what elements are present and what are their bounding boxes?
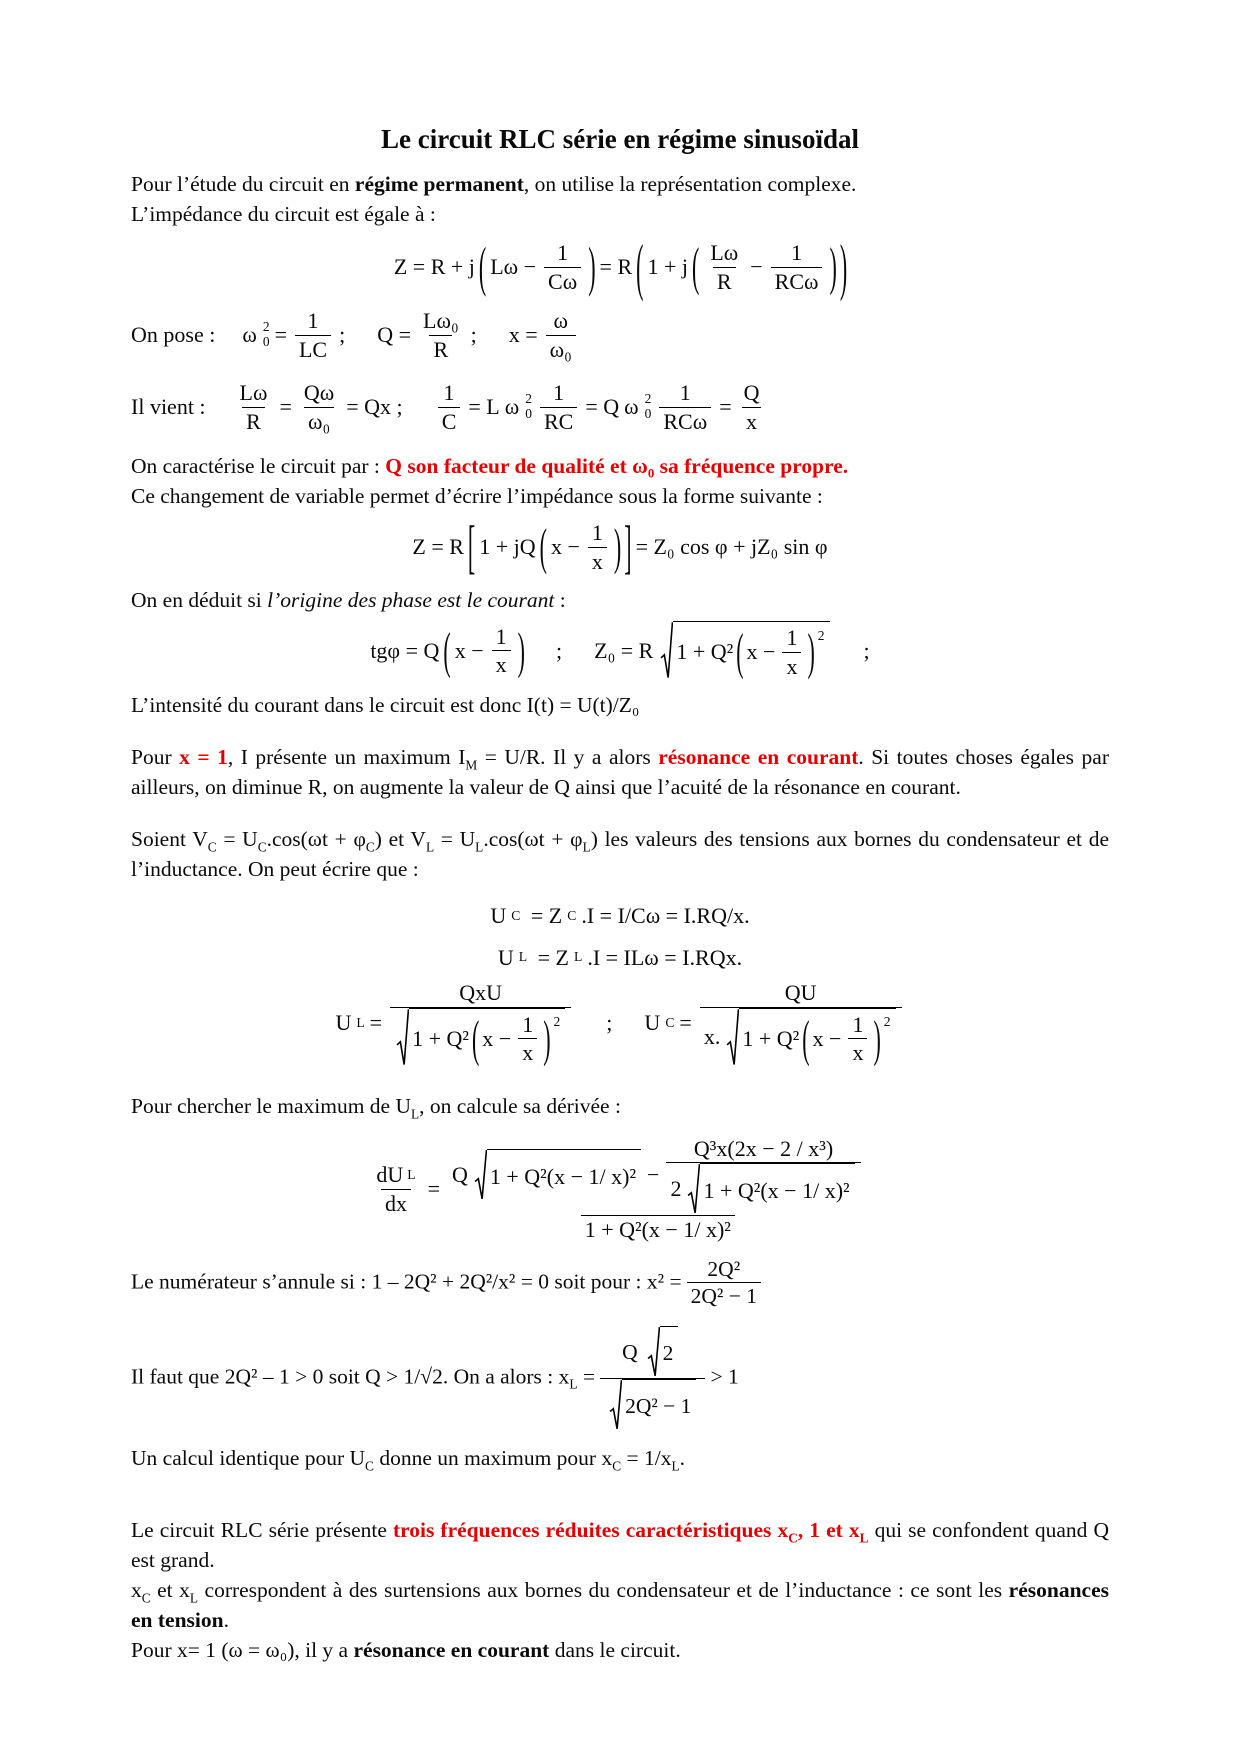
fraction [848, 1011, 867, 1067]
radicand [739, 1008, 895, 1067]
fraction [372, 1161, 419, 1217]
math-token: 1 + j [647, 254, 688, 280]
text-run: = U [434, 827, 476, 851]
equation-derivee [131, 1135, 1109, 1244]
text-run: = [577, 1364, 596, 1389]
paren-close: ) [517, 621, 525, 679]
paragraph-conclusion-2 [131, 1575, 1109, 1635]
fraction-denominator: RCω [659, 407, 711, 436]
math-token: = R [599, 254, 633, 280]
fraction-denominator: C [438, 407, 461, 436]
fraction-numerator [448, 1135, 868, 1216]
math-token: 2Q² − 1 [625, 1394, 692, 1419]
fraction-denominator: ω₀ [304, 407, 334, 436]
sqrt-sign-icon [726, 1008, 739, 1067]
paren-close: ) [613, 517, 622, 576]
fraction-numerator: 1 [591, 520, 603, 545]
text-run: , on utilise la représentation complexe. [523, 172, 857, 196]
text-run: Le circuit RLC série présente [131, 1518, 393, 1543]
subscript: M [465, 757, 478, 773]
paragraph-numerateur [131, 1256, 1109, 1311]
fraction-denominator: RCω [771, 267, 823, 296]
math-token: U [490, 903, 507, 928]
subscript: 0 [644, 406, 652, 421]
equation-label: On pose : [131, 322, 216, 348]
math-token: = Z₀ cos φ + jZ₀ sin φ [635, 534, 828, 560]
math-token: = [279, 394, 292, 420]
math-token: = [679, 1010, 692, 1035]
fraction-numerator: ω [553, 308, 568, 333]
math-token: dU [376, 1162, 404, 1187]
sqrt-sign-icon [660, 621, 673, 680]
fraction [492, 623, 511, 679]
fraction-numerator: Q [743, 380, 760, 405]
subscript: C [365, 1458, 374, 1474]
paragraph-resonance-courant [131, 742, 1109, 802]
fraction-numerator: 1 [679, 380, 691, 405]
paren-close: ) [873, 1009, 881, 1067]
subscript: 0 [262, 334, 270, 349]
paragraph-conclusion-3 [131, 1635, 1109, 1665]
radicand [660, 1326, 679, 1378]
superscript: 2 [525, 391, 532, 407]
equation-il-vient [131, 379, 1109, 435]
math-token: = Z [532, 944, 569, 970]
fraction-numerator: Qω [303, 380, 335, 405]
fraction-denominator: ω₀ [546, 335, 576, 364]
math-token: 2 [670, 1176, 682, 1202]
subscript: 0 [525, 406, 532, 421]
red-resonance-courant: résonance en courant [658, 745, 859, 769]
fraction-denominator: x [848, 1038, 867, 1067]
text-run: ) et V [374, 827, 426, 851]
math-token: .I = ILω = I.RQx. [587, 944, 743, 970]
text-run: Le numérateur s’annule si : 1 – 2Q² + 2Q²/x² = 0 soit pour : x² = [131, 1268, 682, 1293]
fraction [666, 1135, 860, 1216]
math-token: tgφ = Q [370, 637, 440, 663]
paragraph-caracterise [131, 451, 1109, 481]
math-token: x − [746, 639, 776, 665]
fraction-numerator: 1 [786, 625, 798, 650]
fraction-denominator: LC [295, 335, 331, 364]
text-run: Pour x= 1 (ω = ω₀), il y a [131, 1638, 354, 1663]
math-token: − [750, 254, 763, 280]
page-title: Le circuit RLC série en régime sinusoïdal [381, 124, 859, 154]
fraction-denominator: x [492, 650, 511, 679]
math-token: 1 + jQ [479, 534, 536, 560]
fraction [588, 519, 607, 575]
fraction-numerator [618, 1326, 687, 1378]
sup-sub-stack [525, 392, 532, 422]
paragraph-impedance-intro: L’impédance du circuit est égale à : [131, 202, 436, 226]
fraction-denominator: dx [381, 1189, 411, 1218]
subscript: C [207, 839, 217, 855]
paren-close: ) [839, 230, 848, 303]
subscript: C [365, 839, 375, 855]
subscript: L [671, 1458, 680, 1474]
text-run: x [131, 1578, 142, 1603]
math-token: 1 + Q² [412, 1025, 469, 1051]
math-token: Q = [377, 322, 412, 348]
fraction-denominator: 2Q² − 1 [687, 1282, 761, 1310]
subscript: L [425, 839, 435, 855]
subscript: L [411, 1105, 420, 1121]
fraction [236, 379, 272, 435]
fraction-denominator [600, 1378, 705, 1431]
fraction [295, 307, 331, 363]
fraction [544, 239, 581, 295]
bold-resonances-tension: résonances en tension [131, 1578, 1109, 1633]
radicand [673, 621, 829, 680]
math-token: ; [863, 637, 870, 663]
paragraph-calcul-identique [131, 1443, 1109, 1473]
square-root [687, 1163, 854, 1215]
text-run: dans le circuit. [549, 1638, 681, 1663]
text-run: Pour l’étude du circuit en [131, 172, 355, 196]
paragraph-soient [131, 824, 1109, 884]
red-trois-frequences: trois fréquences réduites caractéristiques x [392, 1518, 789, 1543]
math-token: x = [508, 322, 538, 348]
sqrt-sign-icon [396, 1008, 409, 1067]
paren-close: ) [829, 236, 837, 297]
equation-on-pose [131, 307, 1109, 363]
paragraph-derivee [131, 1091, 1109, 1121]
fraction [700, 979, 902, 1067]
math-token: ; [470, 322, 477, 348]
square-root [396, 1008, 565, 1067]
superscript: 2 [644, 391, 652, 407]
math-token: = [719, 394, 732, 420]
paren-open: ( [736, 622, 744, 681]
math-token: U [644, 1010, 661, 1035]
equation-impedance [131, 230, 1109, 303]
exponent: 2 [817, 627, 825, 643]
fraction [518, 1011, 537, 1067]
subscript: L [569, 1376, 578, 1392]
math-token: ω [504, 394, 520, 420]
text-run: donne un maximum pour x [373, 1446, 613, 1471]
sqrt-sign-icon [647, 1326, 660, 1378]
paren-open: ( [443, 621, 451, 679]
fraction-denominator [666, 1162, 860, 1215]
document-content [131, 0, 1109, 1665]
math-token: Q [451, 1162, 468, 1187]
sqrt-sign-icon [687, 1163, 700, 1215]
math-token: 1 + Q²(x − 1/ x)² [703, 1177, 850, 1203]
text-run: > 1 [710, 1364, 739, 1389]
math-token: − [647, 1162, 660, 1187]
fraction [740, 379, 764, 435]
text-run: = U [216, 827, 258, 851]
math-token: ; [606, 1010, 613, 1035]
fraction-denominator: x [782, 652, 801, 681]
fraction-numerator: Lω [239, 380, 268, 405]
fraction-numerator: 1 [852, 1011, 864, 1037]
fraction [782, 624, 801, 680]
text-run: Pour chercher le maximum de U [131, 1093, 412, 1118]
sup-sub-stack [645, 392, 652, 422]
red-highlight-quality-factor: Q son facteur de qualité et ω₀ sa fréquence propre. [385, 454, 849, 478]
fraction-numerator: dU L [376, 1162, 416, 1187]
fraction-denominator [390, 1007, 571, 1067]
equation-ul-line: U L = Z L .I = ILω = I.RQx. [497, 944, 743, 970]
bold-resonance-courant: résonance en courant [353, 1638, 550, 1663]
math-token: ω [624, 394, 639, 420]
fraction-numerator: 1 [557, 240, 569, 265]
math-token: 1 + Q² [742, 1025, 800, 1051]
fraction [687, 1256, 761, 1311]
math-token: Z₀ = R [594, 637, 654, 663]
fraction-numerator: QU [784, 980, 817, 1005]
math-token: Lω − [490, 254, 537, 280]
math-token: = [369, 1010, 383, 1035]
fraction-numerator: 2Q² [707, 1256, 741, 1281]
math-token: = Qx ; [346, 394, 403, 420]
subscript: L [475, 839, 484, 855]
fraction [600, 1326, 705, 1431]
math-token: ; [339, 322, 346, 348]
fraction [546, 307, 576, 363]
text-run: , on calcule sa dérivée : [419, 1093, 621, 1118]
fraction-numerator: QxU [459, 980, 503, 1005]
subscript: L [189, 1590, 199, 1606]
red-subscript: C [788, 1530, 798, 1546]
math-token: x − [550, 534, 580, 560]
fraction-numerator: Lω [710, 240, 739, 265]
paren-open: ( [471, 1009, 480, 1067]
text-run: qui se confondent quand Q est grand. [131, 1518, 1110, 1573]
subscript: C [257, 839, 267, 855]
fraction-denominator: Cω [544, 267, 581, 296]
fraction-denominator: x [588, 547, 607, 576]
math-token: 1 + Q² [676, 639, 734, 665]
paren-close: ) [543, 1009, 551, 1067]
fraction-numerator: 1 [495, 623, 507, 649]
math-token: = [427, 1176, 440, 1202]
square-root [609, 1379, 696, 1431]
math-token: U [335, 1010, 352, 1035]
paragraph-intensite: L’intensité du courant dans le circuit est donc I(t) = U(t)/Z₀ [131, 693, 640, 717]
math-token: = L [468, 394, 500, 420]
text-run: ) les valeurs des tensions aux bornes du condensateur et de l’inductance. On peut écrire que : [131, 827, 1109, 881]
fraction [659, 379, 711, 435]
fraction-numerator: 1 [791, 240, 803, 265]
equation-ul-uc-fractions: U L = QxU 1 + Q² ( x − $\frac{1}{x}$ ) 2 ; U C = QU x. 1 + Q² ( x − $\frac{1}{x}$ ) 2 [131, 979, 1109, 1067]
superscript: 2 [262, 319, 270, 335]
radicand [700, 1163, 854, 1215]
math-token: x − [812, 1025, 842, 1051]
math-token: Z = R + j [393, 254, 475, 280]
equation-tangente [131, 621, 1109, 680]
subscript: L [582, 839, 591, 855]
fraction [448, 1135, 868, 1244]
subscript: C [612, 1458, 622, 1474]
radicand [622, 1379, 696, 1431]
paragraph-intro [131, 169, 1109, 199]
text-run: . [223, 1608, 229, 1633]
equation-label: Il vient : [131, 394, 206, 420]
math-token: 1 + Q²(x − 1/ x)² [489, 1163, 637, 1189]
bracket-open: [ [467, 512, 476, 581]
square-root [647, 1326, 679, 1378]
math-token: Z = R [412, 534, 464, 560]
fraction-denominator: x [518, 1038, 537, 1067]
text-run: correspondent à des surtensions aux bornes du condensateur et de l’inductance : ce sont les [198, 1578, 1009, 1603]
fraction [300, 379, 338, 435]
fraction-denominator: x [742, 407, 761, 436]
paragraph-il-faut [131, 1326, 1109, 1431]
red-x-equals-1: x = 1 [179, 745, 228, 769]
bold-regime-permanent: régime permanent [354, 172, 524, 196]
fraction-numerator: 1 [307, 308, 319, 333]
sqrt-sign-icon [474, 1149, 487, 1201]
paren-open: ( [802, 1009, 810, 1067]
text-run: . [679, 1446, 685, 1471]
fraction [771, 239, 823, 295]
math-token: ; [556, 637, 563, 663]
square-root [726, 1008, 895, 1067]
text-run: Un calcul identique pour U [131, 1446, 366, 1471]
text-run: = U/R. Il y a alors [477, 745, 659, 769]
math-token: = Z [525, 903, 563, 928]
text-run: .cos(ωt + φ [483, 827, 583, 851]
math-token: x − [482, 1025, 512, 1051]
fraction-numerator: Q³x(2x − 2 / x³) [693, 1135, 834, 1161]
math-token: = Q [585, 394, 620, 420]
paren-open: ( [691, 236, 700, 297]
fraction-denominator: 1 + Q²(x − 1/ x)² [581, 1215, 735, 1244]
math-token: U [497, 944, 514, 970]
paragraph-conclusion-1 [131, 1515, 1109, 1575]
paragraph-deduit [131, 585, 1109, 615]
paragraph-changement: Ce changement de variable permet d’écrire l’impédance sous la forme suivante : [131, 484, 823, 508]
math-token: 2 [662, 1341, 674, 1366]
paren-open: ( [636, 230, 644, 303]
radicand [409, 1008, 565, 1067]
radicand [487, 1149, 641, 1201]
math-token: ω [242, 322, 257, 348]
fraction-denominator: R [429, 335, 452, 364]
subscript: C [141, 1590, 151, 1606]
paren-open: ( [478, 235, 487, 298]
sup-sub-stack [263, 320, 270, 350]
text-run: Pour [131, 745, 180, 769]
text-run: On caractérise le circuit par : [131, 454, 386, 478]
fraction-denominator: RC [540, 407, 577, 436]
math-token: x − [454, 637, 484, 663]
fraction-denominator [700, 1007, 902, 1067]
paren-open: ( [539, 517, 547, 576]
equation-z-form [131, 512, 1109, 581]
math-token: = [274, 322, 287, 348]
text-run: Il faut que 2Q² – 1 > 0 soit Q > 1/√2. On a alors : x [131, 1364, 570, 1389]
fraction-numerator: 1 [553, 380, 565, 405]
fraction [419, 307, 463, 363]
square-root [660, 621, 829, 680]
paren-close: ) [807, 622, 815, 681]
red-subscript: L [859, 1530, 869, 1546]
text-run: .cos(ωt + φ [266, 827, 366, 851]
italic-origine-phase: l’origine des phase est le courant [267, 588, 555, 612]
paren-close: ) [588, 235, 596, 298]
fraction [706, 239, 742, 295]
red-trois-frequences: , 1 et x [797, 1518, 860, 1543]
fraction-numerator: 1 [443, 380, 455, 405]
math-token: Q [622, 1339, 638, 1364]
fraction-numerator: 1 [522, 1011, 534, 1037]
sqrt-sign-icon [609, 1379, 622, 1431]
text-run: Soient V [131, 827, 208, 851]
equation-uc-line: U C = Z C .I = I/Cω = I.RQ/x. [490, 903, 750, 928]
fraction-denominator: R [242, 407, 265, 436]
math-token: x. [703, 1024, 721, 1050]
text-run: On en déduit si [131, 588, 268, 612]
bracket-close: ] [624, 512, 632, 581]
text-run: : [554, 588, 566, 612]
exponent: 2 [883, 1014, 891, 1030]
fraction-denominator: R [713, 267, 736, 296]
square-root [474, 1149, 641, 1201]
text-run: = 1/x [621, 1446, 672, 1471]
fraction [390, 979, 571, 1067]
exponent: 2 [553, 1014, 561, 1030]
text-run: , I présente un maximum I [227, 745, 466, 769]
fraction-numerator: Lω₀ [423, 308, 459, 333]
fraction [540, 379, 577, 435]
fraction [438, 379, 461, 435]
text-run: . Si toutes choses égales par ailleurs, on diminue R, on augmente la valeur de Q ainsi que l’acuité de la résonance en courant. [131, 745, 1109, 799]
text-run: et x [150, 1578, 190, 1603]
math-token: .I = I/Cω = I.RQ/x. [581, 903, 750, 928]
